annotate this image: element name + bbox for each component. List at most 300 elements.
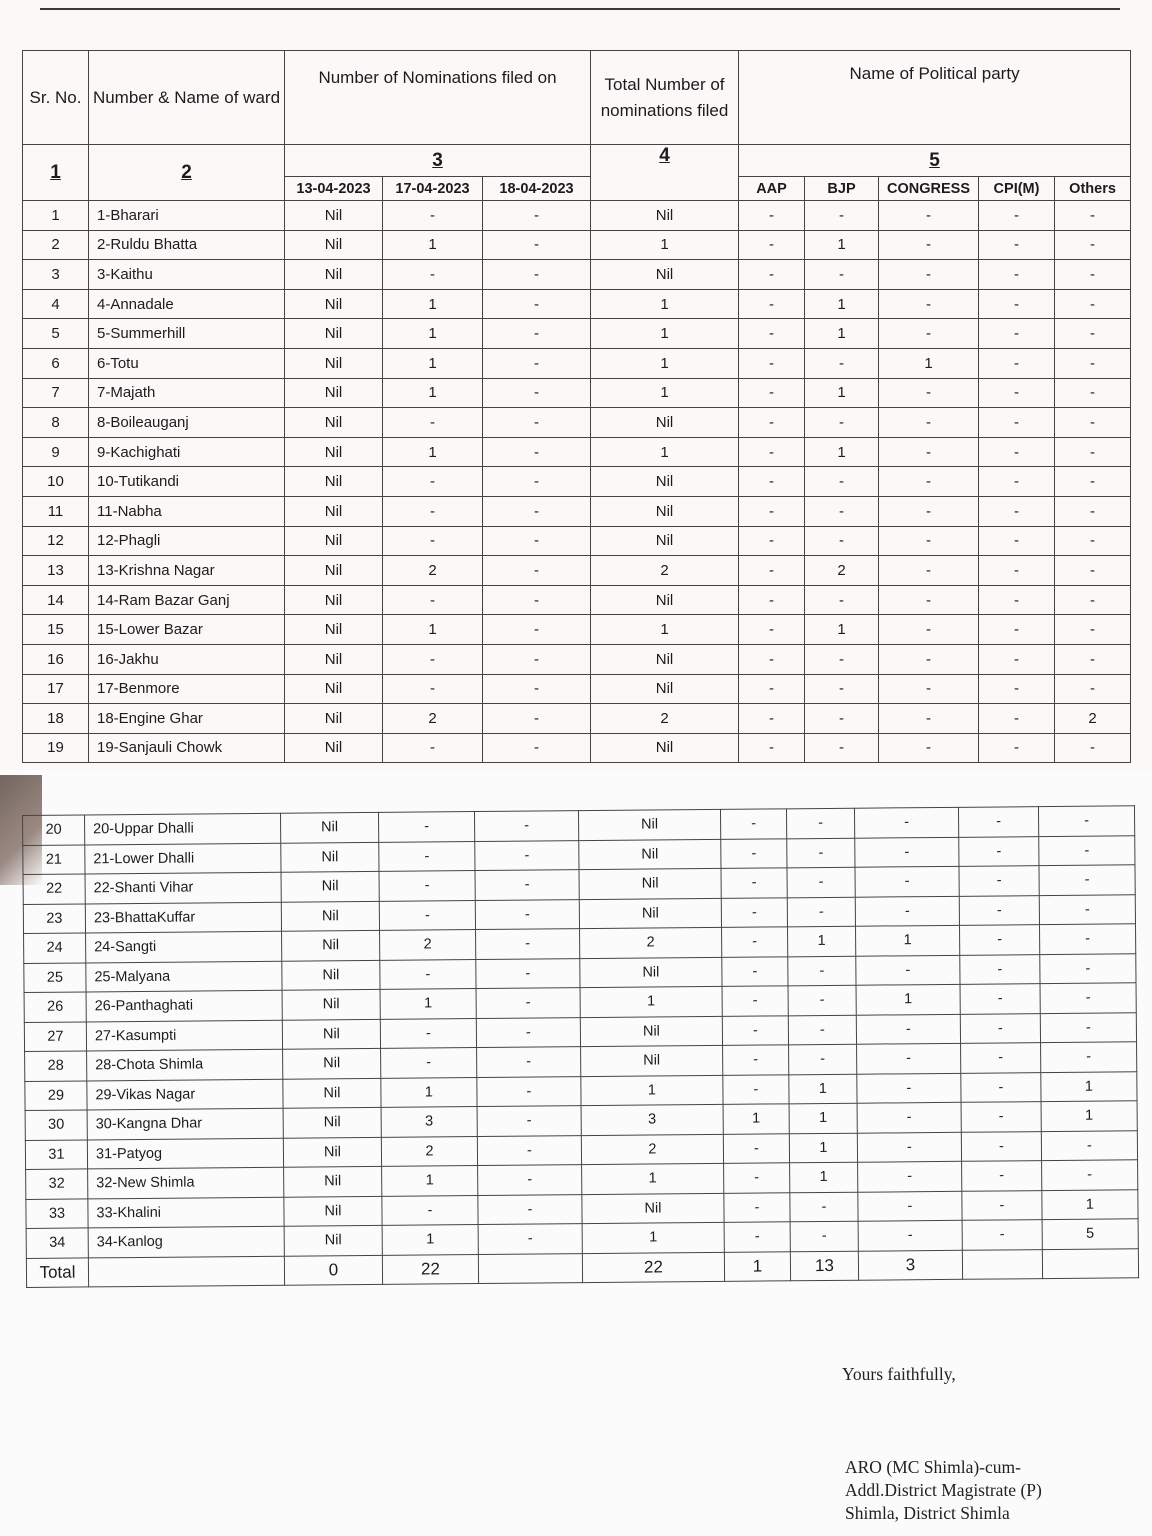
cell-nominations-13-04: Nil bbox=[282, 989, 380, 1019]
table-row bbox=[23, 260, 1131, 290]
cell-aap: - bbox=[739, 230, 805, 260]
cell-ward-name: 20-Uppar Dhalli bbox=[85, 813, 281, 844]
cell-nominations-17-04: 1 bbox=[380, 989, 476, 1019]
table-row bbox=[23, 733, 1131, 763]
header-sr-no: Sr. No. bbox=[23, 51, 89, 145]
cell-bjp: - bbox=[788, 956, 856, 986]
nominations-table-part-1 bbox=[22, 50, 1131, 763]
cell-nominations-18-04: - bbox=[478, 1194, 582, 1224]
header-date: 17-04-2023 bbox=[383, 177, 483, 201]
table-row bbox=[23, 378, 1131, 408]
cell-total-nominations: Nil bbox=[591, 644, 739, 674]
cell-nominations-13-04: Nil bbox=[285, 289, 383, 319]
cell-congress: - bbox=[879, 733, 979, 763]
header-party-aap: AAP bbox=[739, 177, 805, 201]
cell-bjp: - bbox=[787, 838, 855, 868]
cell-congress: - bbox=[855, 866, 959, 896]
cell-aap: - bbox=[739, 437, 805, 467]
cell-sr-no: 3 bbox=[23, 260, 89, 290]
cell-bjp: - bbox=[790, 1221, 858, 1251]
cell-cpim: - bbox=[979, 615, 1055, 645]
cell-aap: - bbox=[739, 378, 805, 408]
cell-nominations-13-04: Nil bbox=[285, 260, 383, 290]
cell-ward-name bbox=[88, 1256, 284, 1287]
cell-nominations-17-04: 1 bbox=[383, 230, 483, 260]
cell-others: 1 bbox=[1042, 1189, 1138, 1219]
cell-ward-name: 12-Phagli bbox=[89, 526, 285, 556]
cell-others: - bbox=[1055, 733, 1131, 763]
cell-others: - bbox=[1040, 983, 1136, 1013]
cell-nominations-18-04: - bbox=[477, 1076, 581, 1106]
cell-total-nominations: 1 bbox=[582, 1222, 724, 1253]
cell-cpim: - bbox=[979, 644, 1055, 674]
cell-nominations-17-04: 2 bbox=[381, 1136, 477, 1166]
cell-nominations-18-04: - bbox=[483, 230, 591, 260]
cell-congress: - bbox=[855, 837, 959, 867]
header-ward: Number & Name of ward bbox=[89, 51, 285, 145]
table-row bbox=[23, 348, 1131, 378]
cell-sr-no: 32 bbox=[26, 1169, 88, 1199]
cell-ward-name: 17-Benmore bbox=[89, 674, 285, 704]
cell-aap: - bbox=[739, 674, 805, 704]
cell-bjp: 2 bbox=[805, 556, 879, 586]
cell-aap: - bbox=[722, 986, 788, 1016]
cell-total-nominations: Nil bbox=[591, 408, 739, 438]
nominations-table-part-2 bbox=[22, 805, 1139, 1288]
table-row bbox=[23, 615, 1131, 645]
cell-total-nominations: 2 bbox=[580, 927, 722, 958]
cell-congress: 1 bbox=[856, 925, 960, 955]
cell-ward-name: 1-Bharari bbox=[89, 201, 285, 231]
cell-ward-name: 27-Kasumpti bbox=[86, 1020, 282, 1051]
cell-nominations-13-04: Nil bbox=[283, 1107, 381, 1137]
header-nominations-filed-on: Number of Nominations filed on bbox=[285, 51, 591, 145]
cell-nominations-13-04: Nil bbox=[284, 1225, 382, 1255]
cell-nominations-17-04: - bbox=[382, 1195, 478, 1225]
cell-sr-no: 28 bbox=[25, 1051, 87, 1081]
cell-nominations-17-04: 1 bbox=[383, 615, 483, 645]
table-row bbox=[23, 201, 1131, 231]
cell-others: - bbox=[1039, 894, 1135, 924]
cell-nominations-13-04: Nil bbox=[285, 674, 383, 704]
cell-sr-no: 15 bbox=[23, 615, 89, 645]
table-row bbox=[23, 556, 1131, 586]
cell-total-nominations: 1 bbox=[581, 1075, 723, 1106]
table-row bbox=[23, 526, 1131, 556]
cell-sr-no: 33 bbox=[26, 1198, 88, 1228]
cell-bjp: - bbox=[788, 985, 856, 1015]
header-party-cpim: CPI(M) bbox=[979, 177, 1055, 201]
signatory-line: Shimla, District Shimla bbox=[845, 1503, 1010, 1523]
cell-others: - bbox=[1055, 437, 1131, 467]
cell-congress: - bbox=[879, 230, 979, 260]
cell-others: 1 bbox=[1041, 1071, 1137, 1101]
cell-nominations-17-04: - bbox=[379, 900, 475, 930]
cell-nominations-18-04: - bbox=[474, 811, 578, 841]
cell-congress: - bbox=[857, 1073, 961, 1103]
cell-total-nominations: Nil bbox=[578, 809, 720, 840]
cell-congress: - bbox=[856, 1014, 960, 1044]
cell-bjp: - bbox=[787, 897, 855, 927]
cell-aap: - bbox=[739, 289, 805, 319]
cell-ward-name: 31-Patyog bbox=[87, 1138, 283, 1169]
cell-ward-name: 33-Khalini bbox=[88, 1197, 284, 1228]
signatory-block bbox=[845, 1456, 1042, 1525]
cell-cpim: - bbox=[960, 984, 1040, 1014]
cell-ward-name: 16-Jakhu bbox=[89, 644, 285, 674]
cell-nominations-18-04: - bbox=[483, 674, 591, 704]
cell-sr-no: 13 bbox=[23, 556, 89, 586]
cell-nominations-13-04: Nil bbox=[285, 378, 383, 408]
cell-others: - bbox=[1055, 674, 1131, 704]
cell-ward-name: 26-Panthaghati bbox=[86, 990, 282, 1021]
cell-bjp: - bbox=[788, 1015, 856, 1045]
cell-bjp: - bbox=[805, 585, 879, 615]
cell-congress: - bbox=[879, 289, 979, 319]
cell-sr-no: 30 bbox=[25, 1110, 87, 1140]
cell-nominations-13-04: Nil bbox=[285, 615, 383, 645]
cell-nominations-18-04: - bbox=[483, 496, 591, 526]
cell-ward-name: 14-Ram Bazar Ganj bbox=[89, 585, 285, 615]
table-row bbox=[23, 644, 1131, 674]
cell-cpim: - bbox=[958, 807, 1038, 837]
cell-sr-no: 29 bbox=[25, 1080, 87, 1110]
cell-nominations-18-04: - bbox=[483, 526, 591, 556]
cell-bjp: - bbox=[805, 348, 879, 378]
cell-congress: 1 bbox=[879, 348, 979, 378]
cell-nominations-13-04: Nil bbox=[285, 437, 383, 467]
cell-congress: - bbox=[879, 467, 979, 497]
cell-nominations-18-04: - bbox=[476, 958, 580, 988]
cell-cpim: - bbox=[960, 954, 1040, 984]
cell-bjp: 1 bbox=[805, 230, 879, 260]
cell-bjp: - bbox=[805, 260, 879, 290]
cell-sr-no: 23 bbox=[23, 903, 85, 933]
cell-aap: - bbox=[739, 556, 805, 586]
cell-nominations-17-04: - bbox=[379, 871, 475, 901]
cell-aap: - bbox=[723, 1045, 789, 1075]
cell-others: - bbox=[1040, 953, 1136, 983]
cell-bjp: - bbox=[805, 467, 879, 497]
cell-congress: - bbox=[857, 1043, 961, 1073]
cell-sr-no: 9 bbox=[23, 437, 89, 467]
cell-aap: 1 bbox=[724, 1251, 790, 1281]
cell-nominations-18-04: - bbox=[483, 260, 591, 290]
cell-aap: - bbox=[720, 809, 786, 839]
cell-nominations-17-04: 22 bbox=[382, 1254, 478, 1284]
cell-ward-name: 13-Krishna Nagar bbox=[89, 556, 285, 586]
cell-others: - bbox=[1039, 924, 1135, 954]
cell-bjp: 1 bbox=[805, 615, 879, 645]
cell-sr-no: 31 bbox=[25, 1139, 87, 1169]
cell-congress: - bbox=[879, 260, 979, 290]
cell-nominations-13-04: Nil bbox=[285, 348, 383, 378]
cell-nominations-13-04: Nil bbox=[285, 644, 383, 674]
cell-sr-no: 14 bbox=[23, 585, 89, 615]
cell-cpim: - bbox=[962, 1190, 1042, 1220]
cell-total-nominations: Nil bbox=[579, 898, 721, 929]
cell-congress: - bbox=[879, 201, 979, 231]
header-party-congress: CONGRESS bbox=[879, 177, 979, 201]
cell-bjp: - bbox=[805, 674, 879, 704]
cell-congress: - bbox=[879, 644, 979, 674]
cell-total-nominations: 2 bbox=[591, 704, 739, 734]
cell-aap: - bbox=[739, 526, 805, 556]
cell-nominations-13-04: Nil bbox=[282, 1019, 380, 1049]
cell-others: - bbox=[1055, 378, 1131, 408]
cell-total-nominations: 22 bbox=[582, 1252, 724, 1283]
cell-others: - bbox=[1055, 585, 1131, 615]
cell-nominations-18-04: - bbox=[483, 467, 591, 497]
cell-nominations-13-04: Nil bbox=[280, 812, 378, 842]
cell-total-nominations: 1 bbox=[582, 1163, 724, 1194]
cell-nominations-17-04: - bbox=[383, 496, 483, 526]
cell-nominations-17-04: 1 bbox=[382, 1166, 478, 1196]
cell-nominations-13-04: Nil bbox=[285, 467, 383, 497]
cell-others: - bbox=[1041, 1130, 1137, 1160]
cell-nominations-17-04: - bbox=[378, 812, 474, 842]
cell-nominations-18-04: - bbox=[483, 289, 591, 319]
cell-ward-name: 11-Nabha bbox=[89, 496, 285, 526]
cell-cpim: - bbox=[959, 836, 1039, 866]
cell-aap: - bbox=[721, 868, 787, 898]
cell-others: - bbox=[1039, 865, 1135, 895]
cell-total-nominations: 1 bbox=[591, 378, 739, 408]
cell-others bbox=[1042, 1248, 1138, 1278]
cell-total-nominations: 3 bbox=[581, 1104, 723, 1135]
header-party-bjp: BJP bbox=[805, 177, 879, 201]
header-total-nominations: Total Number of nominations filed bbox=[591, 51, 739, 145]
cell-others: - bbox=[1055, 556, 1131, 586]
cell-ward-name: 30-Kangna Dhar bbox=[87, 1108, 283, 1139]
cell-nominations-18-04: - bbox=[483, 556, 591, 586]
cell-ward-name: 24-Sangti bbox=[86, 931, 282, 962]
cell-nominations-13-04: Nil bbox=[283, 1078, 381, 1108]
cell-aap: - bbox=[739, 319, 805, 349]
cell-others: - bbox=[1041, 1042, 1137, 1072]
cell-sr-no: 10 bbox=[23, 467, 89, 497]
cell-total-nominations: 2 bbox=[581, 1134, 723, 1165]
cell-cpim: - bbox=[979, 496, 1055, 526]
cell-nominations-13-04: 0 bbox=[284, 1255, 382, 1285]
cell-ward-name: 22-Shanti Vihar bbox=[85, 872, 281, 903]
cell-cpim: - bbox=[979, 437, 1055, 467]
table-row bbox=[23, 289, 1131, 319]
cell-nominations-18-04: - bbox=[476, 929, 580, 959]
cell-nominations-13-04: Nil bbox=[285, 408, 383, 438]
cell-nominations-18-04: - bbox=[483, 348, 591, 378]
cell-ward-name: 15-Lower Bazar bbox=[89, 615, 285, 645]
cell-total-nominations: 1 bbox=[580, 986, 722, 1017]
cell-nominations-18-04: - bbox=[478, 1224, 582, 1254]
cell-sr-no: 7 bbox=[23, 378, 89, 408]
cell-total-nominations: Nil bbox=[580, 957, 722, 988]
cell-cpim: - bbox=[959, 895, 1039, 925]
cell-others: - bbox=[1055, 408, 1131, 438]
cell-ward-name: 6-Totu bbox=[89, 348, 285, 378]
cell-ward-name: 18-Engine Ghar bbox=[89, 704, 285, 734]
table-row bbox=[23, 408, 1131, 438]
cell-nominations-18-04: - bbox=[483, 733, 591, 763]
cell-nominations-13-04: Nil bbox=[285, 733, 383, 763]
cell-bjp: - bbox=[805, 526, 879, 556]
table-row bbox=[23, 319, 1131, 349]
cell-ward-name: 25-Malyana bbox=[86, 961, 282, 992]
header-party-others: Others bbox=[1055, 177, 1131, 201]
cell-total-nominations: 1 bbox=[591, 437, 739, 467]
cell-ward-name: 9-Kachighati bbox=[89, 437, 285, 467]
column-number: 1 bbox=[23, 145, 89, 201]
cell-others: - bbox=[1055, 319, 1131, 349]
cell-nominations-13-04: Nil bbox=[285, 526, 383, 556]
signatory-line: Addl.District Magistrate (P) bbox=[845, 1480, 1042, 1500]
cell-sr-no: 26 bbox=[24, 992, 86, 1022]
cell-sr-no: 5 bbox=[23, 319, 89, 349]
cell-nominations-17-04: - bbox=[383, 585, 483, 615]
table-body-part-2 bbox=[23, 806, 1139, 1288]
cell-bjp: 1 bbox=[805, 437, 879, 467]
cell-nominations-17-04: 1 bbox=[381, 1077, 477, 1107]
cell-cpim: - bbox=[979, 319, 1055, 349]
column-number: 5 bbox=[739, 145, 1131, 177]
cell-congress: - bbox=[879, 526, 979, 556]
cell-aap: - bbox=[722, 927, 788, 957]
table-row bbox=[23, 674, 1131, 704]
cell-cpim: - bbox=[979, 704, 1055, 734]
cell-nominations-13-04: Nil bbox=[285, 704, 383, 734]
cell-bjp: - bbox=[789, 1044, 857, 1074]
cell-aap: - bbox=[739, 733, 805, 763]
cell-total-nominations: 1 bbox=[591, 319, 739, 349]
cell-aap: - bbox=[721, 897, 787, 927]
cell-ward-name: 29-Vikas Nagar bbox=[87, 1079, 283, 1110]
cell-nominations-17-04: - bbox=[383, 674, 483, 704]
cell-congress: - bbox=[879, 319, 979, 349]
cell-nominations-17-04: - bbox=[383, 733, 483, 763]
cell-cpim: - bbox=[962, 1220, 1042, 1250]
cell-nominations-17-04: 2 bbox=[380, 930, 476, 960]
cell-nominations-18-04: - bbox=[483, 201, 591, 231]
cell-aap: - bbox=[739, 201, 805, 231]
cell-nominations-18-04: - bbox=[475, 870, 579, 900]
cell-congress: - bbox=[879, 496, 979, 526]
cell-nominations-18-04: - bbox=[483, 378, 591, 408]
cell-ward-name: 4-Annadale bbox=[89, 289, 285, 319]
cell-aap: - bbox=[739, 704, 805, 734]
cell-nominations-18-04: - bbox=[475, 840, 579, 870]
cell-others: - bbox=[1040, 1012, 1136, 1042]
cell-ward-name: 8-Boileauganj bbox=[89, 408, 285, 438]
cell-nominations-17-04: 1 bbox=[383, 348, 483, 378]
cell-others: - bbox=[1055, 201, 1131, 231]
cell-bjp: 1 bbox=[789, 1103, 857, 1133]
cell-sr-no: 19 bbox=[23, 733, 89, 763]
cell-ward-name: 28-Chota Shimla bbox=[87, 1049, 283, 1080]
cell-bjp: - bbox=[805, 704, 879, 734]
table-row bbox=[23, 437, 1131, 467]
column-number: 4 bbox=[591, 145, 739, 201]
cell-nominations-13-04: Nil bbox=[283, 1137, 381, 1167]
cell-sr-no: 6 bbox=[23, 348, 89, 378]
table-row bbox=[23, 585, 1131, 615]
cell-ward-name: 23-BhattaKuffar bbox=[85, 902, 281, 933]
cell-nominations-18-04: - bbox=[483, 615, 591, 645]
cell-congress: - bbox=[879, 585, 979, 615]
cell-congress: - bbox=[879, 378, 979, 408]
cell-nominations-18-04: - bbox=[476, 988, 580, 1018]
closing-text: Yours faithfully, bbox=[842, 1364, 956, 1384]
cell-ward-name: 32-New Shimla bbox=[88, 1167, 284, 1198]
cell-total-nominations: Nil bbox=[582, 1193, 724, 1224]
cell-nominations-18-04: - bbox=[483, 437, 591, 467]
cell-total-nominations: Nil bbox=[591, 260, 739, 290]
cell-cpim: - bbox=[979, 289, 1055, 319]
cell-sr-no: 11 bbox=[23, 496, 89, 526]
cell-sr-no: 2 bbox=[23, 230, 89, 260]
cell-cpim: - bbox=[961, 1072, 1041, 1102]
signatory-line: ARO (MC Shimla)-cum- bbox=[845, 1457, 1021, 1477]
cell-congress: - bbox=[857, 1102, 961, 1132]
cell-cpim: - bbox=[960, 1013, 1040, 1043]
cell-sr-no: 16 bbox=[23, 644, 89, 674]
cell-ward-name: 10-Tutikandi bbox=[89, 467, 285, 497]
cell-aap: - bbox=[722, 956, 788, 986]
cell-others: - bbox=[1039, 835, 1135, 865]
table-row bbox=[23, 704, 1131, 734]
cell-aap: - bbox=[739, 467, 805, 497]
cell-bjp: 1 bbox=[788, 926, 856, 956]
cell-nominations-17-04: - bbox=[379, 841, 475, 871]
cell-ward-name: 2-Ruldu Bhatta bbox=[89, 230, 285, 260]
cell-aap: - bbox=[739, 585, 805, 615]
cell-nominations-17-04: 1 bbox=[383, 378, 483, 408]
cell-bjp: - bbox=[805, 408, 879, 438]
cell-cpim: - bbox=[959, 925, 1039, 955]
cell-bjp: 1 bbox=[789, 1133, 857, 1163]
cell-nominations-18-04: - bbox=[483, 319, 591, 349]
cell-nominations-13-04: Nil bbox=[285, 230, 383, 260]
cell-nominations-17-04: - bbox=[383, 201, 483, 231]
cell-nominations-13-04: Nil bbox=[284, 1166, 382, 1196]
cell-total-nominations: Nil bbox=[591, 526, 739, 556]
cell-nominations-18-04: - bbox=[483, 585, 591, 615]
cell-others: - bbox=[1055, 644, 1131, 674]
cell-nominations-18-04: - bbox=[477, 1135, 581, 1165]
cell-total-nominations: Nil bbox=[591, 467, 739, 497]
cell-others: - bbox=[1055, 615, 1131, 645]
cell-cpim: - bbox=[979, 260, 1055, 290]
cell-others: - bbox=[1055, 467, 1131, 497]
cell-ward-name: 5-Summerhill bbox=[89, 319, 285, 349]
cell-cpim: - bbox=[979, 674, 1055, 704]
cell-others: - bbox=[1055, 289, 1131, 319]
cell-sr-no: 34 bbox=[26, 1228, 88, 1258]
cell-nominations-18-04: - bbox=[483, 704, 591, 734]
cell-nominations-18-04: - bbox=[477, 1047, 581, 1077]
cell-sr-no: Total bbox=[26, 1257, 88, 1287]
cell-sr-no: 1 bbox=[23, 201, 89, 231]
cell-nominations-17-04: 2 bbox=[383, 556, 483, 586]
cell-cpim: - bbox=[979, 733, 1055, 763]
cell-total-nominations: Nil bbox=[579, 868, 721, 899]
cell-congress: - bbox=[879, 704, 979, 734]
cell-nominations-17-04: 1 bbox=[383, 289, 483, 319]
cell-bjp: - bbox=[786, 808, 854, 838]
cell-cpim: - bbox=[979, 230, 1055, 260]
cell-cpim: - bbox=[979, 201, 1055, 231]
cell-nominations-13-04: Nil bbox=[281, 871, 379, 901]
cell-ward-name: 34-Kanlog bbox=[88, 1226, 284, 1257]
